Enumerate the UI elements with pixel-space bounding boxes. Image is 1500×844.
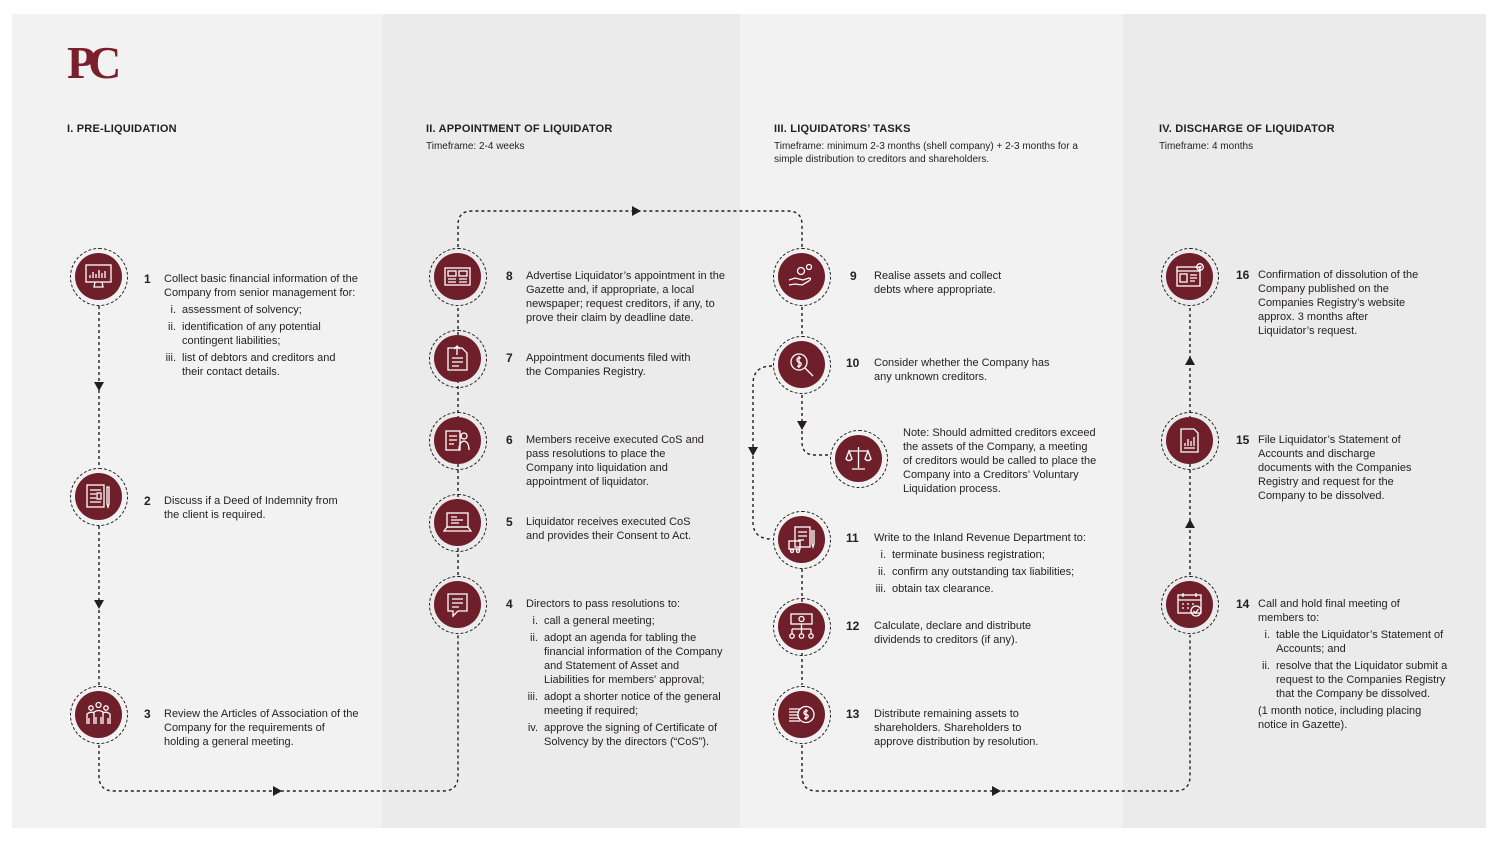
step-14-item: i. table the Liquidator’s Statement of Accounts; and bbox=[1264, 629, 1444, 655]
file-upload-icon bbox=[443, 344, 472, 373]
step-11-description: Write to the Inland Revenue Department to: bbox=[874, 532, 1086, 544]
phase-4-timeframe: Timeframe: 4 months bbox=[1159, 141, 1254, 152]
step-11-item: iii. obtain tax clearance. bbox=[875, 583, 994, 595]
arrow-up-15 bbox=[1185, 356, 1195, 365]
report-chart-icon bbox=[1175, 426, 1204, 455]
step-4-description: Directors to pass resolutions to: bbox=[526, 598, 681, 610]
step-8-text: Advertise Liquidator’s appointment in the Gazette and, if appropriate, a local newspaper; request creditors, if any, to prove their claim by deadline date. bbox=[526, 270, 725, 324]
step-13-icon-ring bbox=[773, 686, 831, 744]
people-group-icon bbox=[84, 700, 113, 729]
step-1-item: iii. list of debtors and creditors and their contact details. bbox=[165, 352, 336, 378]
step-15-icon-ring bbox=[1161, 412, 1219, 470]
step-11-item: i. terminate business registration; bbox=[880, 549, 1045, 561]
step-1-item: i. assessment of solvency; bbox=[170, 304, 302, 316]
step-9-number: 9 bbox=[850, 269, 857, 283]
connector-8-9 bbox=[458, 211, 802, 247]
step-15-number: 15 bbox=[1236, 433, 1250, 447]
step-2-icon-ring bbox=[70, 468, 128, 526]
step-4-item: i. call a general meeting; bbox=[532, 615, 655, 627]
banknote-distribution-icon bbox=[787, 612, 816, 641]
step-5-icon-ring bbox=[429, 494, 487, 552]
step-4-item: iii. adopt a shorter notice of the general meeting if required; bbox=[527, 691, 721, 717]
step-3-text: Review the Articles of Association of the Company for the requirements of holding a general meeting. bbox=[164, 708, 359, 748]
phase-3-title: III. LIQUIDATORS’ TASKS bbox=[774, 123, 911, 135]
step-8-number: 8 bbox=[506, 269, 513, 283]
documents-person-icon bbox=[443, 426, 472, 455]
step-4-text bbox=[526, 597, 726, 749]
step-11-number: 11 bbox=[846, 531, 859, 545]
step-14-tail: (1 month notice, including placing notice in Gazette). bbox=[1258, 705, 1422, 731]
phase-2-timeframe: Timeframe: 2-4 weeks bbox=[426, 141, 525, 152]
arrow-down-10 bbox=[797, 421, 807, 430]
step-16-icon-ring bbox=[1161, 248, 1219, 306]
magnifier-dollar-icon bbox=[787, 350, 816, 379]
step-3-icon-ring bbox=[70, 686, 128, 744]
scales-icon bbox=[844, 444, 873, 473]
step-14-icon-ring bbox=[1161, 576, 1219, 634]
coin-stack-icon bbox=[787, 700, 816, 729]
step-6-icon-ring bbox=[429, 412, 487, 470]
step-6-number: 6 bbox=[506, 433, 513, 447]
connector-10-note bbox=[802, 395, 828, 455]
arrow-right-13 bbox=[992, 786, 1001, 796]
step-1-item: ii. identification of any potential contingent liabilities; bbox=[168, 321, 321, 347]
step-4-icon-ring bbox=[429, 576, 487, 634]
step-1-text bbox=[164, 272, 359, 379]
step-1-number: 1 bbox=[144, 272, 151, 286]
step-14-text bbox=[1258, 597, 1448, 732]
calendar-check-icon bbox=[1175, 590, 1204, 619]
pc-logo: PC bbox=[67, 37, 115, 88]
step-12-text: Calculate, declare and distribute dividends to creditors (if any). bbox=[874, 620, 1032, 646]
step-7-text: Appointment documents filed with the Companies Registry. bbox=[526, 352, 691, 378]
web-page-check-icon bbox=[1175, 262, 1204, 291]
step-10-icon-ring bbox=[773, 336, 831, 394]
document-pen-icon bbox=[84, 482, 113, 511]
step-10-text: Consider whether the Company has any unknown creditors. bbox=[874, 357, 1050, 383]
phase-2-title: II. APPOINTMENT OF LIQUIDATOR bbox=[426, 123, 613, 135]
step-8-icon-ring bbox=[429, 248, 487, 306]
arrow-up-14 bbox=[1185, 519, 1195, 528]
step-4-number: 4 bbox=[506, 597, 513, 611]
step-14-description: Call and hold final meeting of members to: bbox=[1258, 598, 1400, 624]
step-1-description: Collect basic financial information of the Company from senior management for: bbox=[164, 273, 358, 299]
step-4-item: ii. adopt an agenda for tabling the financial information of the Company and Statement of Asset and Liabilities for members' approval; bbox=[530, 632, 723, 686]
step-13-text: Distribute remaining assets to shareholders. Shareholders to approve distribution by resolution. bbox=[874, 708, 1039, 748]
arrow-right-3 bbox=[273, 786, 282, 796]
step-14-item: ii. resolve that the Liquidator submit a request to the Companies Registry that the Company be dissolved. bbox=[1262, 660, 1448, 700]
step-6-text: Members receive executed CoS and pass resolutions to place the Company into liquidation and appointment of liquidator. bbox=[526, 434, 704, 488]
step-7-number: 7 bbox=[506, 351, 513, 365]
step-14-number: 14 bbox=[1236, 597, 1250, 611]
note-icon-ring bbox=[830, 430, 888, 488]
step-1-icon-ring bbox=[70, 248, 128, 306]
monitor-chart-icon bbox=[84, 262, 113, 291]
arrow-down-1 bbox=[94, 382, 104, 391]
step-13-number: 13 bbox=[846, 707, 860, 721]
step-5-number: 5 bbox=[506, 515, 513, 529]
laptop-document-icon bbox=[443, 508, 472, 537]
hand-coins-icon bbox=[787, 262, 816, 291]
step-12-number: 12 bbox=[846, 619, 860, 633]
phase-3-timeframe: Timeframe: minimum 2-3 months (shell company) + 2-3 months for a simple distribution to creditors and shareholders. bbox=[774, 141, 1078, 165]
step-16-text: Confirmation of dissolution of the Company published on the Companies Registry’s website approx. 3 months after Liquidator’s request. bbox=[1258, 269, 1419, 337]
step-11-text bbox=[874, 531, 1099, 596]
arrow-down-side bbox=[748, 447, 758, 456]
step-12-icon-ring bbox=[773, 598, 831, 656]
tax-document-icon bbox=[787, 525, 816, 554]
phase-1-title: I. PRE-LIQUIDATION bbox=[67, 123, 177, 135]
step-3-number: 3 bbox=[144, 707, 151, 721]
step-7-icon-ring bbox=[429, 330, 487, 388]
step-11-item: ii. confirm any outstanding tax liabilities; bbox=[878, 566, 1075, 578]
step-11-icon-ring bbox=[773, 511, 831, 569]
step-4-item: iv. approve the signing of Certificate of Solvency by the directors (“CoS”). bbox=[527, 722, 718, 748]
newspaper-icon bbox=[443, 262, 472, 291]
arrow-right-8 bbox=[632, 206, 641, 216]
step-16-number: 16 bbox=[1236, 268, 1250, 282]
step-15-text: File Liquidator’s Statement of Accounts and discharge documents with the Companies Registry and request for the Company to be dissolved. bbox=[1258, 434, 1412, 502]
process-diagram bbox=[12, 14, 1486, 828]
step-2-number: 2 bbox=[144, 494, 151, 508]
step-9-text: Realise assets and collect debts where appropriate. bbox=[874, 270, 1002, 296]
step-9-icon-ring bbox=[773, 248, 831, 306]
arrow-down-2 bbox=[94, 600, 104, 609]
connector-10-11 bbox=[753, 366, 772, 539]
creditors-note: Note: Should admitted creditors exceed the assets of the Company, a meeting of creditors would be called to place the Company into a Creditors’ Voluntary Liquidation process. bbox=[903, 427, 1097, 495]
step-10-number: 10 bbox=[846, 356, 860, 370]
document-speech-icon bbox=[443, 590, 472, 619]
step-2-text: Discuss if a Deed of Indemnity from the client is required. bbox=[164, 495, 338, 521]
phase-4-title: IV. DISCHARGE OF LIQUIDATOR bbox=[1159, 123, 1335, 135]
step-5-text: Liquidator receives executed CoS and provides their Consent to Act. bbox=[526, 516, 692, 542]
